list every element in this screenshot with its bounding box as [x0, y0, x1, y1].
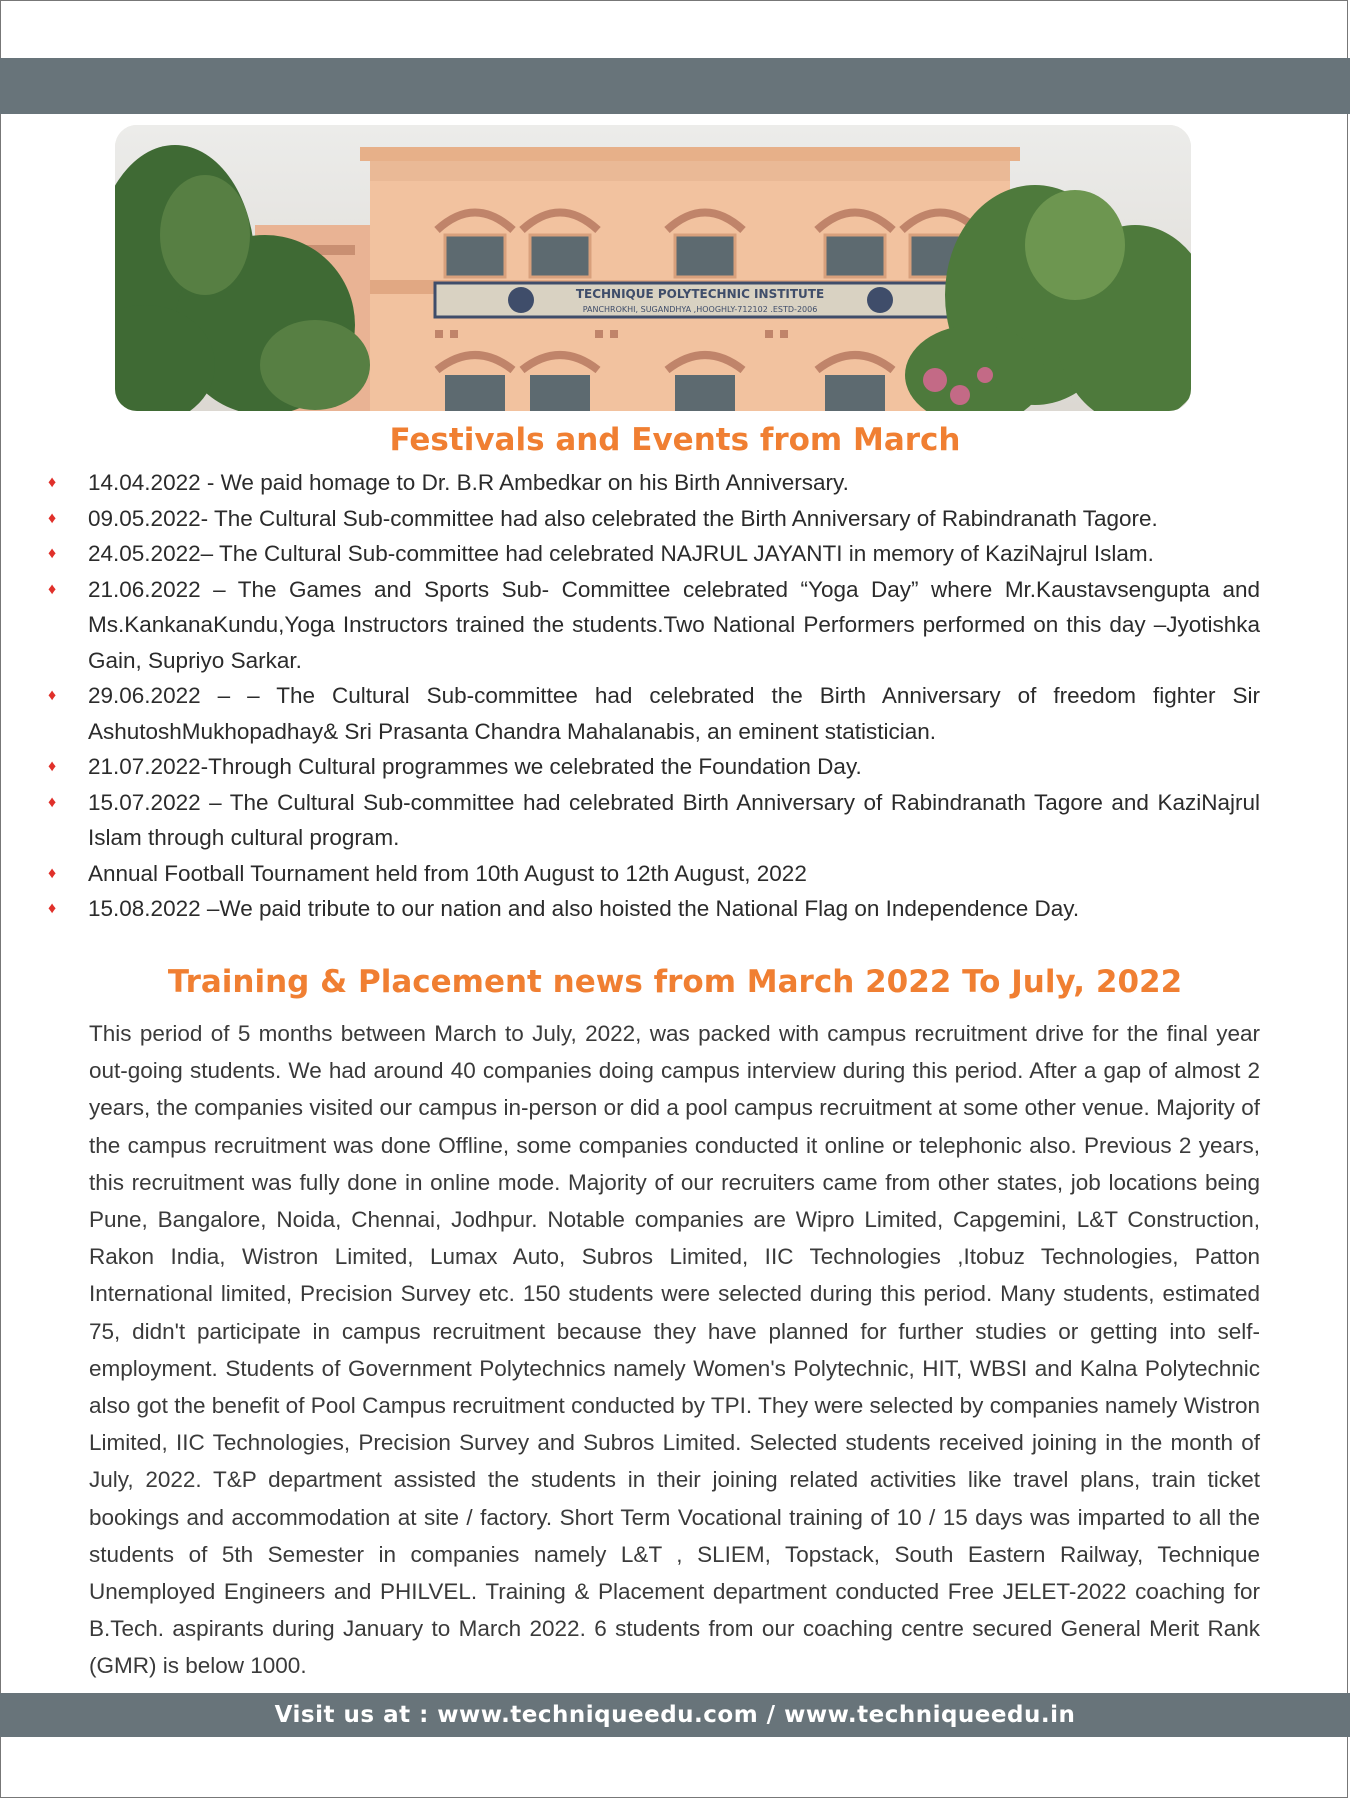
events-list: [48, 465, 1260, 927]
diamond-bullet-icon: ♦: [48, 545, 57, 562]
diamond-bullet-icon: ♦: [48, 864, 57, 882]
event-item: [48, 678, 1260, 749]
event-text: 09.05.2022- The Cultural Sub-committee had also celebrated the Birth Anniversary of Rabindranath Tagore.: [88, 505, 1158, 531]
event-item: [48, 856, 1260, 892]
building-illustration: [115, 125, 1191, 411]
event-item: [48, 501, 1260, 537]
event-item: [48, 749, 1260, 785]
diamond-bullet-icon: ♦: [48, 687, 57, 704]
event-item: [48, 572, 1260, 679]
sign-line-1: TECHNIQUE POLYTECHNIC INSTITUTE: [575, 287, 825, 301]
footer-website-text: Visit us at : www.techniqueedu.com / www.techniqueedu.in: [274, 1702, 1076, 1728]
footer-band: [0, 1693, 1350, 1737]
event-item: [48, 891, 1260, 927]
event-item: [48, 465, 1260, 501]
event-text: 21.06.2022 – The Games and Sports Sub- Committee celebrated “Yoga Day” where Mr.Kaustavsengupta and Ms.KankanaKundu,Yoga Instructors trained the students.Two National Performers performed on this day –Jyotishka Gain, Supriyo Sarkar.: [88, 576, 1260, 673]
event-text: 29.06.2022 – – The Cultural Sub-committee had celebrated the Birth Anniversary of freedom fighter Sir AshutoshMukhopadhay& Sri Prasanta Chandra Mahalanabis, an eminent statistician.: [88, 683, 1260, 744]
event-text: 24.05.2022– The Cultural Sub-committee had celebrated NAJRUL JAYANTI in memory of KaziNajrul Islam.: [88, 541, 1154, 566]
placement-title: Training & Placement news from March 2022 To July, 2022: [167, 964, 1183, 1000]
diamond-bullet-icon: ♦: [48, 474, 57, 491]
diamond-bullet-icon: ♦: [48, 509, 57, 527]
placement-body: This period of 5 months between March to July, 2022, was packed with campus recruitment drive for the final year out-going students. We had around 40 companies doing campus interview during this period. After a gap of almost 2 years, the companies visited our campus in-person or did a pool campus recruitment at some other venue. Majority of the campus recruitment was done Offline, some companies conducted it online or telephonic also. Previous 2 years, this recruitment was fully done in online mode. Majority of our recruiters came from other states, job locations being Pune, Bangalore, Noida, Chennai, Jodhpur. Notable companies are Wipro Limited, Capgemini, L&T Construction, Rakon India, Wistron Limited, Lumax Auto, Subros Limited, IIC Technologies ,Itobuz Technologies, Patton International limited, Precision Survey etc. 150 students were selected during this period. Many students, estimated 75, didn't participate in campus recruitment because they have planned for further studies or getting into self-employment. Students of Government Polytechnics namely Women's Polytechnic, HIT, WBSI and Kalna Polytechnic also got the benefit of Pool Campus recruitment conducted by TPI. They were selected by companies namely Wistron Limited, IIC Technologies, Precision Survey and Subros Limited. Selected students received joining in the month of July, 2022. T&P department assisted the students in their joining related activities like travel plans, train ticket bookings and accommodation at site / factory. Short Term Vocational training of 10 / 15 days was imparted to all the students of 5th Semester in companies namely L&T , SLIEM, Topstack, South Eastern Railway, Technique Unemployed Engineers and PHILVEL. Training & Placement department conducted Free JELET-2022 coaching for B.Tech. aspirants during January to March 2022. 6 students from our coaching centre secured General Merit Rank (GMR) is below 1000.: [89, 1021, 1260, 1679]
events-title: Festivals and Events from March: [389, 422, 961, 458]
diamond-bullet-icon: ♦: [48, 758, 57, 775]
event-text: 15.08.2022 –We paid tribute to our nation and also hoisted the National Flag on Independence Day.: [88, 896, 1080, 921]
event-text: 21.07.2022-Through Cultural programmes we celebrated the Foundation Day.: [88, 754, 862, 779]
header-band: [0, 58, 1350, 114]
diamond-bullet-icon: ♦: [48, 900, 57, 917]
building-photo: [115, 125, 1191, 411]
event-text: 15.07.2022 – The Cultural Sub-committee had celebrated Birth Anniversary of Rabindranath Tagore and KaziNajrul Islam through cultural program.: [88, 789, 1260, 850]
event-item: [48, 536, 1260, 572]
event-item: [48, 785, 1260, 856]
event-text: 14.04.2022 - We paid homage to Dr. B.R Ambedkar on his Birth Anniversary.: [88, 470, 849, 495]
sign-line-2: PANCHROKHI, SUGANDHYA ,HOOGHLY-712102 .ESTD-2006: [582, 305, 818, 314]
diamond-bullet-icon: ♦: [48, 793, 57, 811]
diamond-bullet-icon: ♦: [48, 580, 57, 598]
event-text: Annual Football Tournament held from 10th August to 12th August, 2022: [88, 860, 807, 886]
